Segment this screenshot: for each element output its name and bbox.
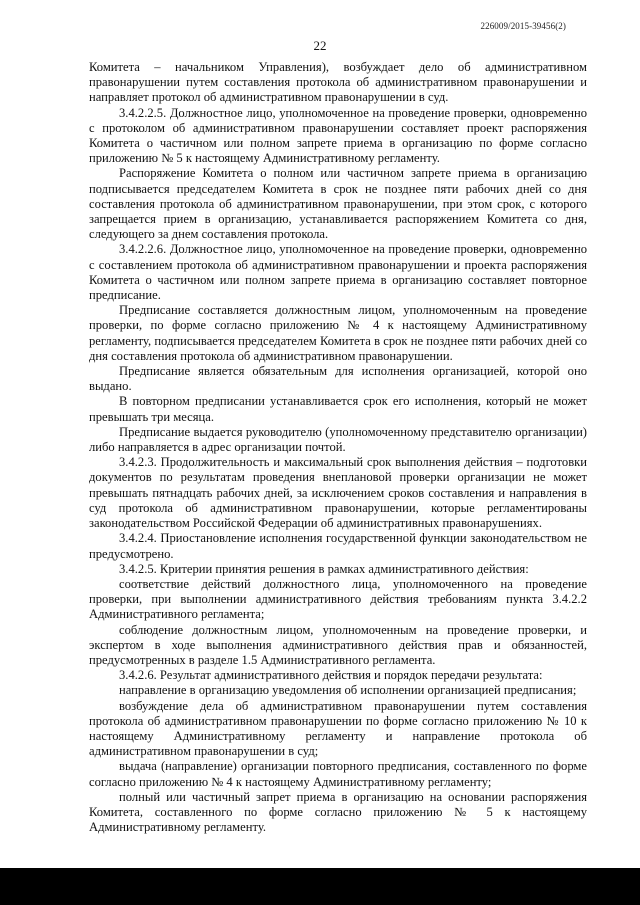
paragraph: соответствие действий должностного лица, уполномоченного на проведение проверки, при выполнении административного действия требованиям пункта 3.4.2.2 Административного регламента;	[89, 576, 587, 622]
paragraph: полный или частичный запрет приема в организацию на основании распоряжения Комитета, составленного по форме согласно приложению № 5 к настоящему Административному регламенту.	[89, 789, 587, 835]
paragraph: Предписание выдается руководителю (уполномоченному представителю организации) либо направляется в адрес организации почтой.	[89, 424, 587, 455]
paragraph: 3.4.2.3. Продолжительность и максимальный срок выполнения действия – подготовки документов по результатам проведения внеплановой проверки организации не может превышать пятнадцать рабочих дней, за исключением сроков составления и направления в суд протокола об административном правонарушении, которые регламентированы законодательством Российской Федерации об административных правонарушениях.	[89, 455, 587, 531]
paragraph: Комитета – начальником Управления), возбуждает дело об административном правонарушении путем составления протокола об административном правонарушении и направляет протокол об административном правонарушении в суд.	[89, 60, 587, 105]
paragraph: 3.4.2.6. Результат административного действия и порядок передачи результата:	[119, 668, 543, 683]
paragraph: 3.4.2.2.5. Должностное лицо, уполномоченное на проведение проверки, одновременно с протоколом об административном правонарушении составляет проект распоряжения Комитета о частичном или полном запрете приема в организацию по форме согласно приложению № 5 к настоящему Административному регламенту.	[89, 105, 587, 166]
paragraph: В повторном предписании устанавливается срок его исполнения, который не может превышать три месяца.	[89, 394, 587, 424]
document-id: 226009/2015-39456(2)	[480, 21, 566, 31]
scan-bottom-band	[0, 868, 640, 905]
paragraph: направление в организацию уведомления об исполнении организацией предписания;	[119, 683, 577, 698]
document-body	[89, 60, 587, 835]
paragraph: 3.4.2.5. Критерии принятия решения в рамках административного действия:	[119, 561, 529, 576]
paragraph: 3.4.2.2.6. Должностное лицо, уполномоченное на проведение проверки, одновременно с составлением протокола об административном правонарушении и проекта распоряжения Комитета о частичном или полном запрете приема в организацию составляет повторное предписание.	[89, 242, 587, 303]
paragraph: Предписание составляется должностным лицом, уполномоченным на проведение проверки, по форме согласно приложению № 4 к настоящему Административному регламенту, подписывается председателем Комитета в срок не позднее пяти рабочих дней со дня составления протокола об административном правонарушении.	[89, 303, 587, 363]
paragraph: возбуждение дела об административном правонарушении путем составления протокола об административном правонарушении по форме согласно приложению № 10 к настоящему Административному регламенту и направление протокола об административном правонарушении в суд;	[89, 698, 587, 759]
paragraph: 3.4.2.4. Приостановление исполнения государственной функции законодательством не предусмотрено.	[89, 531, 587, 561]
paragraph: Распоряжение Комитета о полном или частичном запрете приема в организацию подписывается председателем Комитета в срок не позднее пяти рабочих дней со дня составления протокола об административном правонарушении, при этом срок, с которого запрещается прием в организацию, устанавливается распоряжением Комитета со дня, следующего за днем составления протокола.	[89, 166, 587, 242]
page-number: 22	[313, 38, 327, 53]
paragraph: выдача (направление) организации повторного предписания, составленного по форме согласно приложению № 4 к настоящему Административному регламенту;	[89, 759, 587, 789]
paragraph: Предписание является обязательным для исполнения организацией, которой оно выдано.	[89, 364, 587, 394]
paragraph: соблюдение должностным лицом, уполномоченным на проведение проверки, и экспертом в ходе выполнения административного действия прав и обязанностей, предусмотренных в разделе 1.5 Административного регламента.	[89, 622, 587, 667]
